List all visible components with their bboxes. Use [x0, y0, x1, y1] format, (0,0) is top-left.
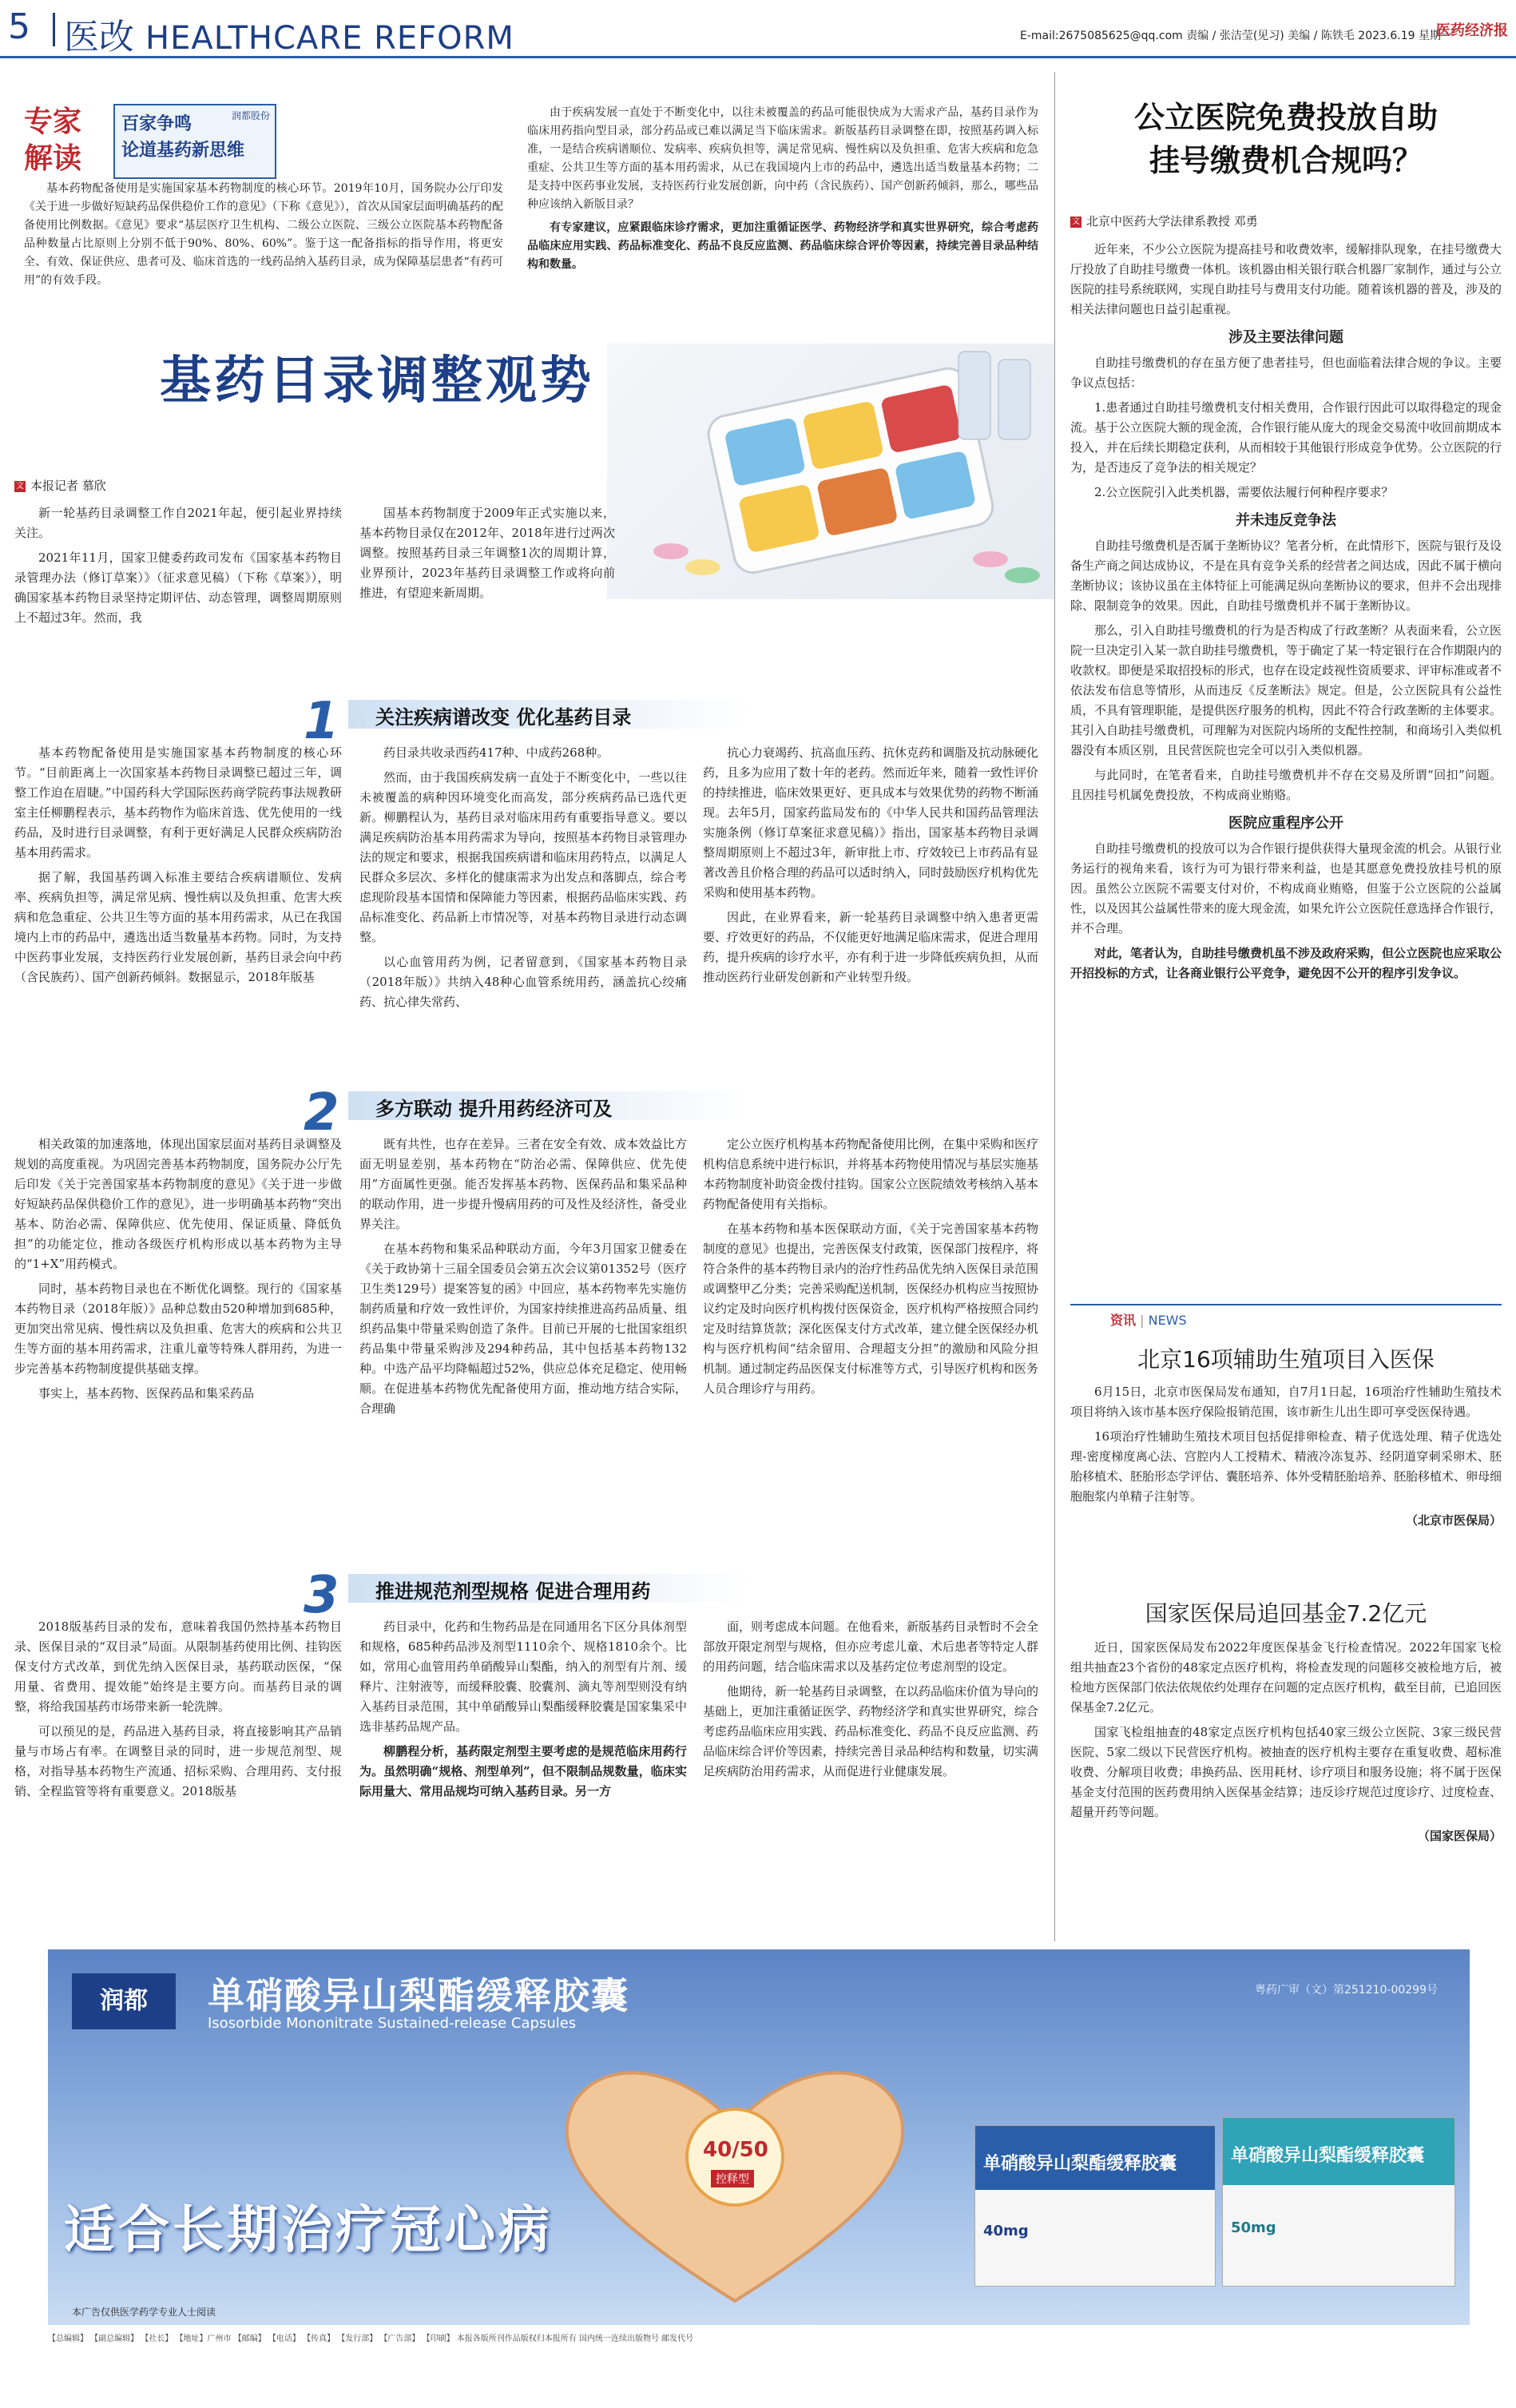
intro-p2: 2021年11月，国家卫健委药政司发布《国家基本药物目录管理办法（修订草案）》（征求意见稿）（下称《草案》），明确国家基本药物目录坚持定期评估、动态管理，调整周期原则上不超过3年。然而，我	[14, 550, 342, 625]
expert-line-2: 论道基药新思维	[121, 141, 245, 161]
news-2-p2: 国家飞检组抽查的48家定点医疗机构包括40家三级公立医院、3家三级民营医院、5家二级以下民营医疗机构。被抽查的医疗机构主要存在重复收费、超标准收费、分解项目收费；串换药品、医用耗材、诊疗项目和服务设施；将不属于医保基金支付范围的医药费用纳入医保基金结算；违反诊疗规范过度诊疗、过度检查、超量开药等问题。	[1070, 1725, 1502, 1819]
s2-c2-p1: 既有共性，也存在差异。三者在安全有效、成本效益比方面无明显差别，基本药物在“防治必需、保障供应、优先使用”方面属性更强。能否发挥基本药物、医保药品和集采品种的联动作用，进一步提升慢病用药的可及性及经济性，备受业界关注。	[359, 1137, 687, 1231]
ad-box-left	[974, 2125, 1216, 2287]
right-byline-icon: 文	[1072, 217, 1080, 226]
news-2-source: （国家医保局）	[1417, 1829, 1502, 1843]
sponsor-logo: 润都股份	[231, 110, 270, 121]
section-3-header	[304, 1566, 751, 1625]
section-2-title: 多方联动 提升用药经济可及	[375, 1098, 613, 1120]
s2-c1-p2: 同时，基本药物目录也在不断优化调整。现行的《国家基本药物目录（2018年版）》品种总数由520种增加到685种，更加突出常见病、慢性病以及负担重、危害大的疾病和公共卫生等方面的基本用药需求，注重儿童等特殊人群用药，为进一步完善基本药物制度提供基础支撑。	[14, 1281, 342, 1376]
s1-c2-p3: 以心血管用药为例，记者留意到，《国家基本药物目录（2018年版）》共纳入48种心血管系统用药，涵盖抗心绞痛药、抗心律失常药、	[359, 955, 687, 1009]
news-1-p2: 16项治疗性辅助生殖技术项目包括促排卵检查、精子优选处理、精子优选处理-密度梯度离心法、宫腔内人工授精术、精液冷冻复苏、经阴道穿刺采卵术、胚胎移植术、胚胎形态学评估、囊胚培养、体外受精胚胎培养、胚胎移植术、卵母细胞胞浆内单精子注射等。	[1070, 1429, 1502, 1504]
section-3-title: 推进规范剂型规格 促进合理用药	[375, 1580, 651, 1603]
s1-col-3	[703, 743, 1038, 1079]
news-2-p1: 近日，国家医保局发布2022年度医保基金飞行检查情况。2022年国家飞检组共抽查23个省份的48家定点医疗机构，将检查发现的问题移交被检地方后，被检地方医保部门依法依规依约处理存在问题的定点医疗机构，截至目前，已追回医保基金7.2亿元。	[1070, 1640, 1502, 1715]
right-subhead-2: 并未违反竞争法	[1236, 512, 1336, 529]
ad-slogan: 适合长期治疗冠心病	[64, 2201, 553, 2260]
expert-box	[24, 72, 1046, 376]
expert-badge-2: 解读	[24, 142, 82, 175]
s1-c2-p2: 然而，由于我国疾病发病一直处于不断变化中，一些以往未被覆盖的病种因环境变化而高发，部分疾病药品已选代更新。柳鹏程认为，基药目录对临床用药有重要指导意义。要以满足疾病防治基本用药需求为导向，按照基本药物目录管理办法的规定和要求，根据我国疾病谱和临床用药特点，以满足人民群众多层次、多样化的健康需求为出发点和落脚点，综合考虑现阶段基本国情和保障能力等因素，根据药品临床实践、药品标准变化、药品新上市情况等，对基本药物目录进行动态调整。	[359, 770, 687, 944]
s3-c3-p2: 他期待，新一轮基药目录调整，在以药品临床价值为导向的基础上，更加注重循证医学、药物经济学和真实世界研究，综合考虑药品临床应用实践、药品标准变化、药品不良反应监测、药品临床综合评价等因素，持续完善目录品种结构和数量，切实满足疾病防治用药需求，从而促进行业健康发展。	[703, 1684, 1038, 1778]
right-p1-3: 2.公立医院引入此类机器，需要依法履行何种程序要求？	[1094, 485, 1394, 499]
ad-dial-tag: 控释型	[711, 2170, 754, 2187]
ad-box-right	[1222, 2117, 1455, 2287]
page-number: 5	[8, 6, 30, 47]
ad-dial-value: 40/50	[703, 2138, 768, 2162]
main-headline: 基药目录调整观势	[160, 352, 594, 411]
expert-text-1: 基本药物配备使用是实施国家基本药物制度的核心环节。2019年10月，国务院办公厅印发《关于进一步做好短缺药品保供稳价工作的意见》（下称《意见》），首次从国家层面明确基药的配备使用比例数据。《意见》要求“基层医疗卫生机构、二级公立医院、三级公立医院基本药物配备品种数量占比原则上分别不低于90%、80%、60%”。鉴于这一配备指标的指导作用，将更安全、有效、保证供应、患者可及、临床首选的一线药品纳入基药目录，成为保障基层患者“有药可用”的有效手段。	[24, 182, 503, 287]
s3-c2-p2: 柳鹏程分析，基药限定剂型主要考虑的是规范临床用药行为。虽然明确“规格、剂型单列”，但不限制品规数量，临床实际用量大、常用品规均可纳入基药目录。另一方	[359, 1744, 687, 1798]
s2-c3-p2: 在基本药物和基本医保联动方面，《关于完善国家基本药物制度的意见》也提出，完善医保支付政策，医保部门按程序，将符合条件的基本药物目录内的治疗性药品优先纳入医保目录范围或调整甲乙分类；完善采购配送机制，医保经办机构应当按照协议约定及时向医疗机构拨付医保资金，医疗机构严格按照合同约定及时结算货款；深化医保支付方式改革，建立健全医保经办机构与医疗机构间“结余留用、合理超支分担”的激励和风险分担机制。通过制定药品医保支付标准等方式，引导医疗机构和医务人员合理诊疗与用药。	[703, 1222, 1038, 1396]
s1-col-2	[359, 743, 687, 1079]
s2-col-1	[14, 1134, 342, 1558]
ad-approval: 粤药广审（文）第251210-00299号	[1254, 1984, 1438, 1997]
right-p3-1: 自助挂号缴费机的投放可以为合作银行提供获得大量现金流的机会。从银行业务运行的视角来看，该行为可为银行带来利益，也是其愿意免费投放挂号机的原因。虽然公立医院不需要支付对价，不构成商业贿赂，但鉴于公立医院的公益属性，以及因其公益属性带来的庞大现金流，如果允许公立医院任意选择合作银行，并不合理。	[1070, 841, 1502, 936]
ad-box-right-name: 单硝酸异山梨酯缓释胶囊	[1231, 2146, 1425, 2166]
s2-c2-p2: 在基本药物和集采品种联动方面，今年3月国家卫健委在《关于政协第十三届全国委员会第五次会议第01352号（医疗卫生类129号）提案答复的函》中回应，基本药物率先实施仿制药质量和疗效一致性评价，为国家持续推进高药品质量、组织药品集中带量采购创造了条件。目前已开展的七批国家组织药品集中带量采购涉及294种药品，其中包括基本药物132种。中选产品平均降幅超过52%，供应总体充足稳定、使用畅顺。在促进基本药物优先配备使用方面，推动地方结合实际，合理确	[359, 1242, 687, 1416]
s1-c2-p1: 药目录共收录西药417种、中成药268种。	[383, 745, 609, 760]
s1-c3-p1: 抗心力衰竭药、抗高血压药、抗休克药和调脂及抗动脉硬化药，且多为应用了数十年的老药。然而近年来，随着一致性评价的持续推进，临床效果更好、更具成本与效果优势的药物不断涌现。去年5月，国家药监局发布的《中华人民共和国药品管理法实施条例（修订草案征求意见稿）》指出，国家基本药物目录调整周期原则上不超过3年，新审批上市、疗效较已上市药品有显著改善且价格合理的药品可以适时纳入，同时鼓励医疗机构优先采购和使用基本药物。	[703, 745, 1038, 900]
expert-badge-1: 专家	[24, 105, 82, 138]
s1-c1-p1: 基本药物配备使用是实施国家基本药物制度的核心环节。“目前距离上一次国家基本药物目录调整已超过三年，调整工作迫在眉睫。”中国药科大学国际医药商学院药事法规教研室主任柳鹏程表示，基本药物作为临床首选、优先使用的一线药品，及时进行目录调整，有利于更好满足人民群众疾病防治基本用药需求。	[14, 745, 342, 860]
right-article-body	[1070, 240, 1502, 1158]
intro-col-1	[14, 503, 342, 695]
ad-box-left-dose: 40mg	[983, 2223, 1029, 2239]
byline-icon: 文	[16, 481, 24, 491]
news-divider	[1070, 1304, 1502, 1305]
s3-c1-p1: 2018版基药目录的发布，意味着我国仍然持基本药物目录、医保目录的“双目录”局面。从限制基药使用比例、挂钩医保支付方式改革，到优先纳入医保目录，基药联动医保，“保用量、省费用、提效能”始终是主要方向。而基药目录的调整，将给我国基药市场带来新一轮洗牌。	[14, 1619, 342, 1714]
expert-line-1: 百家争鸣	[121, 114, 192, 134]
s1-c1-p2: 据了解，我国基药调入标准主要结合疾病谱顺位、发病率、疾病负担等，满足常见病、慢性病以及负担重、危害大疾病和危急重症、公共卫生等方面的基本用药需求，从已在我国境内上市的药品中，遴选出适当数量基本药物。同时，为支持中医药事业发展，支持医药行业发展创新，基药目录会向中药（含民族药）、国产创新药倾斜。数据显示，2018年版基	[14, 870, 342, 984]
ad-product-cn: 单硝酸异山梨酯缓释胶囊	[208, 1974, 629, 2017]
right-lead: 近年来，不少公立医院为提高挂号和收费效率，缓解排队现象，在挂号缴费大厅投放了自助挂号缴费一体机。该机器由相关银行联合机器厂家制作，通过与公立医院的挂号系统联网，实现自助挂号与费用支付功能。随着该机器的普及，涉及的相关法律问题也日益引起重视。	[1070, 242, 1502, 316]
masthead-meta: E-mail:2675085625@qq.com 责编 / 张洁莹(见习) 美编 / 陈铁毛 2023.6.19 星期一	[1019, 30, 1452, 42]
news-2-title: 国家医保局追回基金7.2亿元	[1145, 1600, 1427, 1627]
right-title-line-2: 挂号缴费机合规吗？	[1149, 143, 1423, 178]
section-2-number: 2	[304, 1083, 339, 1142]
s2-col-2	[359, 1134, 687, 1558]
expert-panel	[113, 104, 276, 179]
footer-info: 【总编辑】 【副总编辑】 【社长】 【地址】广州市 【邮编】 【电话】 【传真】 【发行部】 【广告部】 【印刷】 本报各版所刊作品版权归本报所有 国内统一连续出版物号 邮发代号	[48, 2334, 694, 2343]
section-title-cn: 医改	[64, 17, 134, 58]
pill-illustration	[607, 344, 1054, 599]
right-p2-2: 那么，引入自助挂号缴费机的行为是否构成了行政垄断？从表面来看，公立医院一旦决定引入某一款自助挂号缴费机，等于确定了某一特定银行在合作期限内的收款权。即便是采取招投标的形式，也存在设定歧视性资质要求、评审标准或者不依法发布信息等情形，从而违反《反垄断法》规定。但是，公立医院具有公益性质，不具有管理职能，是提供医疗服务的机构，因此不符合行政垄断的主体要求。其引入自助挂号缴费机，可理解为对医院内场所的支配性控制，和商场引入类似机器没有本质区别，且民营医院也完全可以引入类似机器。	[1070, 623, 1502, 757]
s3-col-1	[14, 1617, 342, 1937]
masthead	[0, 0, 1516, 58]
section-title	[64, 8, 514, 59]
expert-badge	[24, 104, 112, 184]
news-1-p1: 6月15日，北京市医保局发布通知，自7月1日起，16项治疗性辅助生殖技术项目将纳入该市基本医疗保险报销范围，该市新生儿出生即可享受医保待遇。	[1070, 1385, 1502, 1419]
ad-product-en: Isosorbide Mononitrate Sustained-release Capsules	[208, 2015, 577, 2032]
right-p2-1: 自助挂号缴费机是否属于垄断协议？笔者分析，在此情形下，医院与银行及设备生产商之间达成协议，不是在具有竞争关系的经营者之间达成，因此不属于横向垄断协议；该协议虽在主体特征上可能满足纵向垄断协议的要求，但并不会出现排除、限制竞争的效果。因此，自助挂号缴费机并不属于垄断协议。	[1070, 538, 1502, 613]
expert-text-2: 由于疾病发展一直处于不断变化中，以往未被覆盖的药品可能很快成为大需求产品，基药目录作为临床用药指向型目录，部分药品或已难以满足当下临床需求。新版基药目录调整在即，按照基药调入标准，一是结合疾病谱顺位、发病率、疾病负担等，满足常见病、慢性病以及负担重、危害大疾病和危急重症、公共卫生等方面的基本用药需求，从已在我国境内上市的药品中，遴选出适当数量基本药物；二是支持中医药事业发展，支持医药行业发展创新，向中药（含民族药）、国产创新药倾斜，那么，哪些品种应该纳入新版目录？	[527, 106, 1038, 211]
s3-col-2	[359, 1617, 687, 1937]
masthead-divider	[53, 13, 55, 46]
right-p1-2: 1.患者通过自助挂号缴费机支付相关费用，合作银行因此可以取得稳定的现金流。基于公立医院大额的现金流，合作银行能从庞大的现金交易流中收回前期成本投入，并在后续长期稳定获利，从而相较于其他银行形成竞争优势。公立医院的行为，是否违反了竞争法的相关规定？	[1070, 400, 1502, 475]
pill-box-image	[607, 344, 1054, 599]
expert-col-2	[527, 104, 1038, 376]
news-label: 资讯 | NEWS	[1110, 1313, 1187, 1328]
section-1-number: 1	[304, 692, 339, 751]
section-1-title: 关注疾病谱改变 优化基药目录	[375, 706, 632, 729]
advertisement	[48, 1949, 1470, 2325]
paper-logo: 医药经济报	[1436, 22, 1508, 39]
s3-c1-p2: 可以预见的是，药品进入基药目录，将直接影响其产品销量与市场占有率。在调整目录的同时，进一步规范剂型、规格，对指导基本药物生产流通、招标采购、合理用药、支付报销、全程监管等将有重要意义。2018版基	[14, 1724, 342, 1798]
section-title-en: HEALTHCARE REFORM	[145, 20, 514, 57]
right-subhead-3: 医院应重程序公开	[1228, 815, 1343, 832]
right-p3-2: 对此，笔者认为，自助挂号缴费机虽不涉及政府采购，但公立医院也应采取公开招投标的方式，让各商业银行公平竞争，避免因不公开的程序引发争议。	[1070, 946, 1502, 980]
s2-c1-p1: 相关政策的加速落地，体现出国家层面对基药目录调整及规划的高度重视。为巩固完善基本药物制度，国务院办公厅先后印发《关于完善国家基本药物制度的意见》《关于进一步做好短缺药品保供稳价工作的意见》，进一步明确基本药物“突出基本、防治必需、保障供应、优先使用、保证质量、降低负担”的功能定位，推动各级医疗机构形成以基本药物为主导的“1+X”用药模式。	[14, 1137, 342, 1271]
s1-col-1	[14, 743, 342, 1079]
s1-c3-p2: 因此，在业界看来，新一轮基药目录调整中纳入患者更需要、疗效更好的药品，不仅能更好地满足临床需求，促进合理用药，提升疾病的诊疗水平，亦有利于进一步降低疾病负担，从而推动医药行业研发创新和产业转型升级。	[703, 910, 1038, 984]
news-2-body	[1070, 1638, 1502, 1941]
news-1-title: 北京16项辅助生殖项目入医保	[1137, 1346, 1435, 1373]
column-divider	[1054, 72, 1055, 1941]
s3-col-3	[703, 1617, 1038, 1937]
right-p1-1: 自助挂号缴费机的存在虽方便了患者挂号，但也面临着法律合规的争议。主要争议点包括：	[1070, 356, 1502, 390]
ad-box-right-dose: 50mg	[1231, 2219, 1276, 2236]
section-3-number: 3	[304, 1566, 339, 1625]
ad-note: 本广告仅供医学药学专业人士阅读	[72, 2307, 216, 2318]
intro-p1: 新一轮基药目录调整工作自2021年起，便引起业界持续关注。	[14, 506, 342, 540]
s2-c1-p3: 事实上，基本药物、医保药品和集采药品	[38, 1386, 255, 1401]
section-1-header	[304, 692, 751, 751]
right-title-line-1: 公立医院免费投放自助	[1133, 100, 1438, 135]
s3-c2-p1: 药目录中，化药和生物药品是在同通用名下区分具体剂型和规格，685种药品涉及剂型1110余个、规格1810余个。比如，常用心血管用药单硝酸异山梨酯，纳入的剂型有片剂、缓释片、注射液等，而缓释胶囊、胶囊剂、滴丸等剂型则没有纳入基药目录范围，其中单硝酸异山梨酯缓释胶囊是国家集采中选非基药品规产品。	[359, 1619, 687, 1734]
byline	[14, 477, 106, 494]
ad-box-left-name: 单硝酸异山梨酯缓释胶囊	[983, 2154, 1177, 2174]
right-p2-3: 与此同时，在笔者看来，自助挂号缴费机并不存在交易及所谓“回扣”问题。且因挂号机属免费投放，不构成商业贿赂。	[1070, 768, 1502, 802]
right-byline	[1070, 213, 1258, 229]
s2-c3-p1: 定公立医疗机构基本药物配备使用比例，在集中采购和医疗机构信息系统中进行标识，并将基本药物使用情况与基层实施基本药物制度补助资金拨付挂钩。国家公立医院绩效考核纳入基本药物配备使用有关指标。	[703, 1137, 1038, 1211]
intro-col-2	[359, 503, 615, 695]
s2-col-3	[703, 1134, 1038, 1558]
right-subhead-1: 涉及主要法律问题	[1228, 329, 1343, 346]
news-1-body	[1070, 1382, 1502, 1574]
section-2-header	[304, 1083, 751, 1142]
byline-text: 本报记者 慕欣	[30, 479, 106, 493]
news-label-en: NEWS	[1148, 1313, 1187, 1328]
right-byline-text: 北京中医药大学法律系教授 邓勇	[1086, 214, 1258, 228]
s3-c3-p1: 面，则考虑成本问题。在他看来，新版基药目录暂时不会全部放开限定剂型与规格，但亦应考虑儿童、术后患者等特定人群的用药问题，结合临床需求以及基药定位考虑剂型的设定。	[703, 1619, 1038, 1674]
news-1-source: （北京市医保局）	[1405, 1513, 1502, 1528]
intro-p3: 国基本药物制度于2009年正式实施以来，基本药物目录仅在2012年、2018年进行过两次调整。按照基药目录三年调整1次的周期计算，业界预计，2023年基药目录调整工作或将向前推进，有望迎来新周期。	[359, 506, 615, 600]
ad-brand: 润都	[72, 1973, 176, 2029]
right-article-title	[1070, 96, 1502, 182]
news-label-cn: 资讯	[1110, 1313, 1137, 1328]
expert-text-3: 有专家建议，应紧跟临床诊疗需求，更加注重循证医学、药物经济学和真实世界研究，综合考虑药品临床应用实践、药品标准变化、药品不良反应监测、药品临床综合评价等因素，持续完善目录品种结构和数量。	[527, 221, 1038, 271]
